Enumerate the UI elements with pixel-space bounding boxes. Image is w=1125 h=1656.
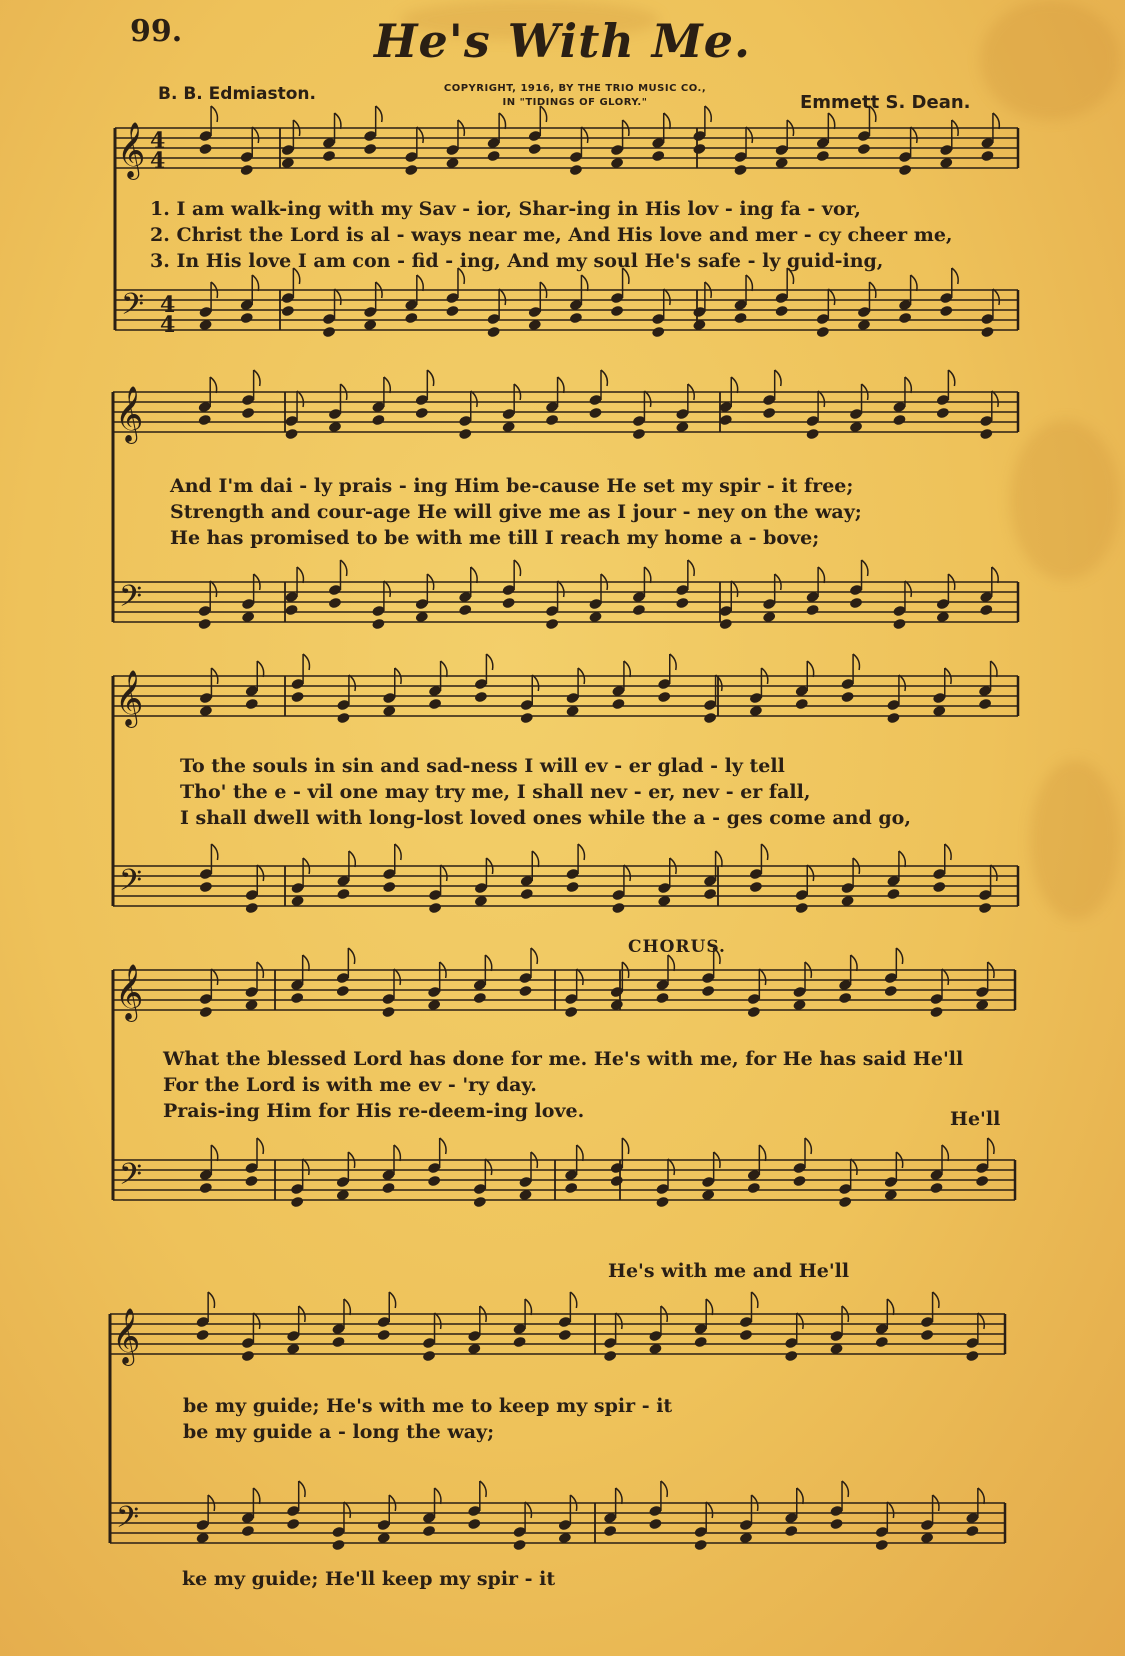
bass-cue-top: He'll [950,1108,1001,1130]
svg-text:𝄞: 𝄞 [115,670,144,726]
svg-text:𝄢: 𝄢 [119,1158,143,1199]
svg-text:𝄢: 𝄢 [119,580,143,621]
chorus-label: CHORUS. [628,937,726,957]
svg-text:4: 4 [160,292,176,318]
svg-text:𝄢: 𝄢 [121,288,145,329]
svg-text:𝄢: 𝄢 [119,864,143,905]
bass-cue-bottom: He's with me and He'll [608,1260,850,1282]
chorus-line-3: Prais-ing Him for His re-deem-ing love. [163,1100,585,1122]
composer-credit: Emmett S. Dean. [800,92,971,113]
svg-text:𝄞: 𝄞 [117,122,146,178]
chorus-line-4: be my guide; He's with me to keep my spir - it [183,1395,673,1417]
verse-2-line-1: 2. Christ the Lord is al - ways near me, And His love and mer - cy cheer me, [150,224,953,246]
hymn-number: 99. [130,14,183,49]
copyright-line-1: COPYRIGHT, 1916, BY THE TRIO MUSIC CO., [443,83,707,94]
svg-text:4: 4 [150,148,166,174]
copyright-line-2: IN "TIDINGS OF GLORY." [502,97,648,108]
verse-3-line-2: He has promised to be with me till I reach my home a - bove; [170,527,820,549]
chorus-line-2: For the Lord is with me ev - 'ry day. [163,1074,537,1096]
verse-1-line-1: 1. I am walk-ing with my Sav - ior, Shar-ing in His lov - ing fa - vor, [150,198,861,220]
hymn-title: He's With Me. [374,14,751,68]
svg-text:𝄞: 𝄞 [115,386,144,442]
verse-1-line-3: To the souls in sin and sad-ness I will ev - er glad - ly tell [180,755,785,777]
chorus-line-1: What the blessed Lord has done for me. He's with me, for He has said He'll [163,1048,964,1070]
verse-3-line-3: I shall dwell with long-lost loved ones while the a - ges come and go, [180,807,911,829]
verse-2-line-2: Strength and cour-age He will give me as I jour - ney on the way; [170,501,862,523]
svg-text:4: 4 [150,128,166,154]
svg-text:𝄞: 𝄞 [112,1308,141,1364]
svg-text:𝄞: 𝄞 [115,964,144,1020]
svg-text:4: 4 [160,312,176,338]
verse-3-line-1: 3. In His love I am con - fid - ing, And my soul He's safe - ly guid-ing, [150,250,884,272]
verse-1-line-2: And I'm dai - ly prais - ing Him be-cause He set my spir - it free; [170,475,854,497]
author-credit: B. B. Edmiaston. [158,84,316,104]
chorus-line-5: be my guide a - long the way; [183,1421,495,1443]
bass-words: ke my guide; He'll keep my spir - it [182,1568,556,1590]
verse-2-line-3: Tho' the e - vil one may try me, I shall nev - er, nev - er fall, [180,781,811,803]
svg-text:𝄢: 𝄢 [116,1501,140,1542]
